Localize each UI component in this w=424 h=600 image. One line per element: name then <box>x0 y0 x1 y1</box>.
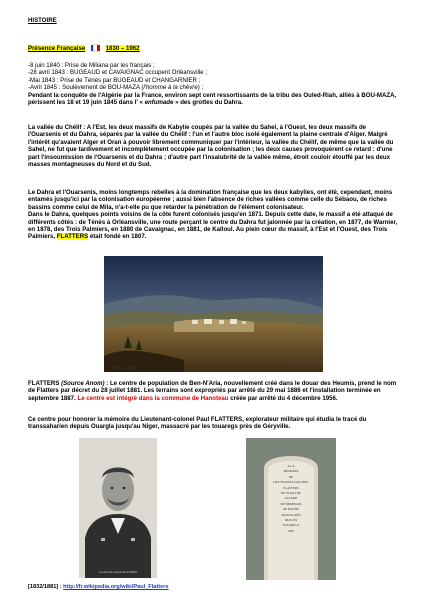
memorial-paragraph: Ce centre pour honorer la mémoire du Lieutenant-colonel Paul FLATTERS, explorateur militaire qui étudia le tracé du transsaharien depuis Ouargla jusqu'au Niger, massacré par les touaregs près de Géryville. <box>28 416 367 431</box>
benairia-village-photo <box>104 256 323 372</box>
section-heading: HISTOIRE <box>28 17 57 24</box>
paragraph-dahra: Le Dahra et l'Ouarsenis, moins longtemps rebelles à la domination française que les deux kabylies, ont été, cependant, moins entamés jusqu'ici par la colonisation européenne ; aussi bien l'absence de riches vallées comme celle du Sébaou, de riches bassins comme celui de Mila, n'a-t-elle pu que retarder la pénétration de l'élément colonisateur. Dans le Dahra, quelques points voisins de la côte furent colonisés jusqu'en 1871. Depuis cette date, le massif a été attaqué de différents côtés : de Ténès à Orléansville, une route perçant le centre du Dahra fut jalonnée par la création, en 1877, de Warnier, en 1878, des Trois Palmiers, en 1880 de Cavaignac, en 1881, de Kalloul. Au plein cœur du massif, à l'Est et l'Ouest, des Trois Palmiers, FLATTERS était fondé en 1807. <box>28 189 398 241</box>
wikipedia-link[interactable]: http://fr.wikipedia.org/wiki/Paul_Flatters <box>63 584 169 590</box>
presence-label: Présence Française <box>28 45 86 52</box>
flatters-paragraph: FLATTERS (Source Anom) : Le centre de population de Ben-N'Aria, nouvellement créé dans le douar des Heumis, prend le nom de Flatters par décret du 28 juillet 1881. Les terrains sont expropriés par arrêté du 29 mai 1886 et l'installation terminée en septembre 1887. Le centre est intégré dans la commune de Hanoteau créée par arrêté du 4 décembre 1956. <box>28 380 397 402</box>
flatters-portrait <box>79 438 157 578</box>
landscape-image <box>104 256 323 372</box>
timeline-item: -Mai 1843 : Prise de Ténès par BUGEAUD et CHANGARNIER ; <box>28 76 201 84</box>
photo-credit: Photo: Roy D. Landis, 1996 <box>287 363 317 366</box>
french-flag-icon <box>91 45 100 51</box>
flatters-highlight: FLATTERS <box>56 233 89 241</box>
timeline-item: -Avril 1845 : Soulèvement de BOU-MAZA (l'homme à la chèvre) ; <box>28 84 204 92</box>
presence-years: 1830 – 1962 <box>105 45 140 52</box>
memorial-plaque-photo <box>246 438 336 580</box>
presence-heading <box>28 45 140 52</box>
timeline-list <box>28 62 400 106</box>
paragraph-chelif: La vallée du Chélif : A l'Est, les deux massifs de Kabylie coupés par la vallée du Sahel, à l'Ouest, les deux massifs de l'Ouarsenis et du Dahra, séparés par la vallée du Chélif : l'un et l'autre bloc isolé également la plaine centrale d'Alger. Malgré l'intérêt qu'avaient Alger et Oran à pouvoir librement communiquer par l'intérieur, la vallée du Chélif, de même que la vallée du Sahel, ne fut que tardivement et incomplètement occupée par la colonisation ; les deux causes provoquèrent ce retard : d'une part l'insoumission de l'Ouarsenis et du Dahra ; d'autre part l'insalubrité de la vallée même, étroit couloir étouffé par les deux masses montagneuses du Nord et du Sud. <box>28 124 394 169</box>
conquest-text: Pendant la conquête de l'Algérie par la France, environ sept cent ressortissants de la tribu des Ouled-Riah, alliés à BOU-MAZA, périssent les 18 et 19 juin 1845 dans l' « enfumade » des grottes du Dahra. <box>28 91 397 107</box>
photo-caption: Bénairia Village <box>112 366 137 370</box>
portrait-image <box>79 438 157 578</box>
plaque-text: A LA MÉMOIRE DE LIEUTENANT-COLONEL FLATTERS DE PLANT DE GUIARD DE BÉRINGER DE ROCHE MASSACRÉS PAR LES TOUAREGS 1881 <box>273 464 309 533</box>
timeline-item: -8 juin 1840 : Prise de Miliana par les français ; <box>28 62 155 69</box>
timeline-item: -28 avril 1843 : BUGEAUD et CAVAIGNAC occupent Orléansville ; <box>28 69 207 77</box>
portrait-caption: Lieutenant-colonel FLATTERS <box>99 570 137 574</box>
footer: [1832/1881] : http://fr.wikipedia.org/wiki/Paul_Flatters <box>28 584 169 590</box>
